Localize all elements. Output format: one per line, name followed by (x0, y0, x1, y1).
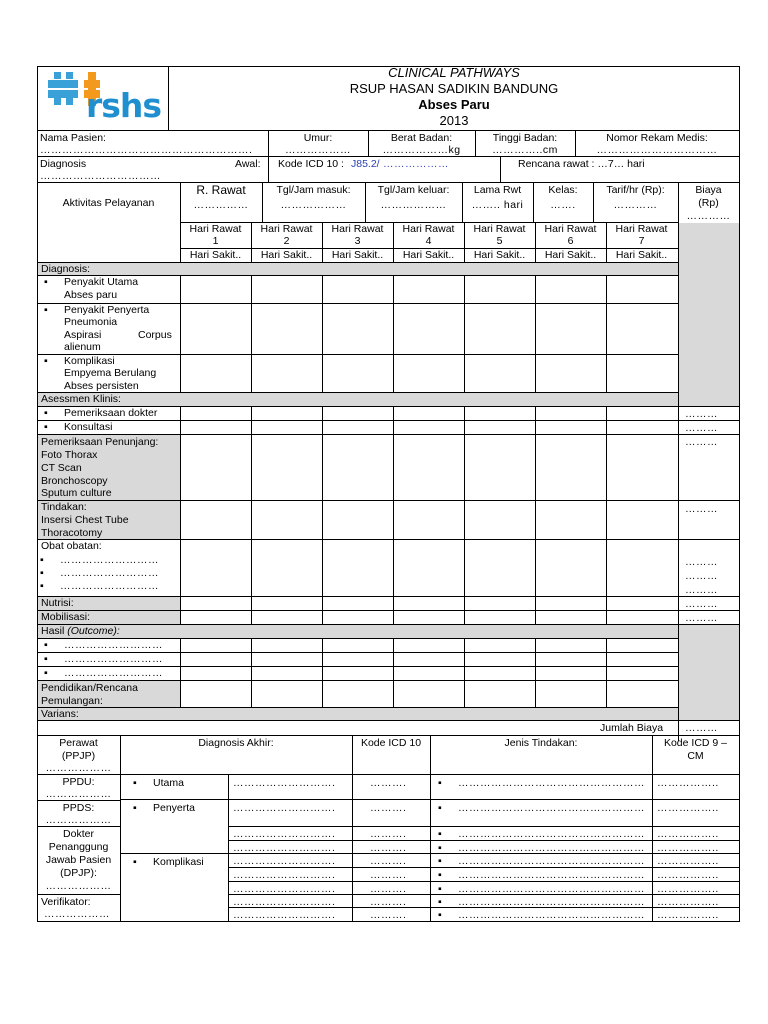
keluar-field[interactable]: ……………… (380, 199, 447, 211)
bronchoscopy: Bronchoscopy (41, 475, 108, 487)
lama-field[interactable]: …….. hari (471, 199, 524, 211)
rrawat-field[interactable]: …………… (193, 199, 249, 211)
rrawat-header: R. Rawat (196, 183, 246, 197)
icd10-field[interactable]: ………. (370, 842, 407, 854)
hari-rawat-label: Hari Rawat (189, 223, 242, 235)
jenis-tindakan-field[interactable]: ▪ …………………………………………… (458, 802, 645, 814)
jenis-tindakan-field[interactable]: ▪ …………………………………………… (458, 869, 645, 881)
penyerta-label: ▪ Penyerta (153, 802, 195, 814)
cost-field[interactable]: ……… (685, 556, 718, 568)
cost-field[interactable]: ……… (685, 422, 718, 434)
cost-field[interactable]: ……… (685, 598, 718, 610)
ppdu-label: PPDU: (62, 776, 95, 788)
ct-scan: CT Scan (41, 462, 82, 474)
masuk-field[interactable]: ……………… (280, 199, 347, 211)
sputum: Sputum culture (41, 487, 112, 499)
day-number: 3 (354, 235, 361, 247)
diagnosis-section: Diagnosis: (41, 263, 91, 275)
icd9-field[interactable]: …………….. (657, 855, 719, 867)
utama-label: ▪ Utama (153, 777, 184, 789)
jenis-tindakan-field[interactable]: ▪ …………………………………………… (458, 855, 645, 867)
ppjp-sign[interactable]: ……………… (45, 762, 112, 774)
pneumonia: Pneumonia (64, 316, 118, 328)
hasil-item-3[interactable]: ▪ ……………………… (64, 667, 163, 679)
masuk-header: Tgl/Jam masuk: (276, 184, 351, 196)
icd10-field[interactable]: ………. (370, 802, 407, 814)
diagnosis-label: Diagnosis (40, 158, 87, 170)
icd9-header-2: CM (687, 750, 704, 762)
disease-title: Abses Paru (418, 97, 490, 112)
aspirasi: Aspirasi (64, 329, 102, 341)
icd9-field[interactable]: …………….. (657, 896, 719, 908)
ppdu-sign[interactable]: ……………… (45, 788, 112, 800)
aktivitas-header: Aktivitas Pelayanan (62, 197, 155, 209)
dokter-label-1: Dokter (63, 828, 94, 840)
rm-label: Nomor Rekam Medis: (606, 132, 708, 144)
asesmen-section: Asessmen Klinis: (41, 393, 121, 405)
dpjp-sign[interactable]: ……………… (45, 880, 112, 892)
hospital-name: RSUP HASAN SADIKIN BANDUNG (349, 81, 559, 96)
mobilisasi: Mobilisasi: (41, 611, 91, 623)
rencana-rawat: Rencana rawat : …7… hari (518, 158, 645, 170)
hasil-item-1[interactable]: ▪ ……………………… (64, 639, 163, 651)
diagnosis-akhir-field[interactable]: ………………………. (233, 777, 336, 789)
dokter-label-3: Jawab Pasien (45, 854, 112, 866)
ppds-label: PPDS: (62, 802, 95, 814)
pendidikan: Pendidikan/Rencana (41, 682, 138, 694)
hari-rawat-label: Hari Rawat (544, 223, 597, 235)
tarif-field[interactable]: ………… (613, 199, 658, 211)
empyema: Empyema Berulang (64, 367, 157, 379)
icd10-field[interactable]: ………. (370, 869, 407, 881)
icd9-header-1: Kode ICD 9 – (663, 737, 728, 749)
hari-sakit-field[interactable]: Hari Sakit.. (544, 249, 597, 261)
keluar-header: Tgl/Jam keluar: (377, 184, 450, 196)
obat-item-3[interactable]: ▪ ……………………… (60, 580, 159, 592)
berat-label: Berat Badan: (390, 132, 453, 144)
komplikasi: ▪ Komplikasi (64, 355, 115, 367)
hari-rawat-label: Hari Rawat (615, 223, 668, 235)
awal-label: Awal: (235, 158, 261, 170)
penyakit-utama: ▪ Penyakit Utama (64, 276, 138, 288)
icd9-field[interactable]: …………….. (657, 842, 719, 854)
hasil-label: Hasil (41, 625, 65, 637)
hari-sakit-field[interactable]: Hari Sakit.. (189, 249, 242, 261)
nutrisi: Nutrisi: (41, 597, 74, 609)
icd9-field[interactable]: …………….. (657, 828, 719, 840)
jenis-tindakan-field[interactable]: ▪ …………………………………………… (458, 909, 645, 921)
hari-sakit-field[interactable]: Hari Sakit.. (331, 249, 384, 261)
icd9-field[interactable]: …………….. (657, 802, 719, 814)
hari-sakit-field[interactable]: Hari Sakit.. (473, 249, 526, 261)
hospital-logo (44, 68, 162, 128)
icd10-field[interactable]: ………. (370, 828, 407, 840)
form-title: CLINICAL PATHWAYS (388, 65, 520, 80)
hari-rawat-label: Hari Rawat (402, 223, 455, 235)
insersi: Insersi Chest Tube (41, 514, 129, 526)
cost-field[interactable]: ……… (685, 503, 718, 515)
dpjp-label: (DPJP): (60, 867, 97, 879)
berat-field[interactable]: ………………kg (382, 144, 461, 156)
hari-sakit-field[interactable]: Hari Sakit.. (402, 249, 455, 261)
jenis-header: Jenis Tindakan: (504, 737, 578, 749)
icd10-field[interactable]: ………. (370, 883, 407, 895)
cost-field[interactable]: ……… (685, 436, 718, 448)
abses-persisten: Abses persisten (64, 380, 139, 392)
cost-field[interactable]: ……… (685, 584, 718, 596)
diagnosis-akhir-field[interactable]: ………………………. (233, 896, 336, 908)
diag-akhir-header: Diagnosis Akhir: (198, 737, 274, 749)
obat-section: Obat obatan: (41, 540, 102, 552)
umur-field[interactable]: ……………… (285, 144, 351, 156)
tinggi-label: Tinggi Badan: (492, 132, 558, 144)
perawat-label: Perawat (59, 737, 98, 749)
icd9-field[interactable]: …………….. (657, 869, 719, 881)
kelas-header: Kelas: (548, 184, 578, 196)
diagnosis-akhir-field[interactable]: ………………………. (233, 883, 336, 895)
obat-item-1[interactable]: ▪ ……………………… (60, 554, 159, 566)
alienum: alienum (64, 341, 101, 353)
jenis-tindakan-field[interactable]: ▪ …………………………………………… (458, 777, 645, 789)
icd-value: J85.2/ (351, 158, 380, 170)
thoracotomy: Thoracotomy (41, 527, 103, 539)
diagnosis-akhir-field[interactable]: ………………………. (233, 828, 336, 840)
cost-field[interactable]: ……… (685, 408, 718, 420)
diagnosis-field[interactable]: …………………………… (40, 170, 161, 182)
jenis-tindakan-field[interactable]: ▪ …………………………………………… (458, 842, 645, 854)
day-number: 2 (283, 235, 290, 247)
ppds-sign[interactable]: ……………… (45, 814, 112, 826)
form-year: 2013 (439, 113, 469, 128)
icd9-field[interactable]: …………….. (657, 883, 719, 895)
cost-field[interactable]: ……… (685, 570, 718, 582)
hari-rawat-label: Hari Rawat (331, 223, 384, 235)
icd10-field[interactable]: ………. (370, 896, 407, 908)
kelas-field[interactable]: ……. (550, 199, 576, 211)
outcome-label: (Outcome): (67, 625, 120, 637)
icd9-field[interactable]: …………….. (657, 909, 719, 921)
diagnosis-akhir-field[interactable]: ………………………. (233, 909, 336, 921)
hari-rawat-label: Hari Rawat (260, 223, 313, 235)
icd-field[interactable]: ……………… (383, 158, 449, 170)
komplikasi-label: ▪ Komplikasi (153, 856, 204, 868)
tindakan-section: Tindakan: (41, 501, 87, 513)
dokter-label-2: Penanggung (48, 841, 109, 853)
foto-thorax: Foto Thorax (41, 449, 98, 461)
hari-rawat-label: Hari Rawat (473, 223, 526, 235)
jenis-tindakan-field[interactable]: ▪ …………………………………………… (458, 883, 645, 895)
jenis-tindakan-field[interactable]: ▪ …………………………………………… (458, 828, 645, 840)
corpus: Corpus (138, 329, 172, 341)
icd10-header: Kode ICD 10 (360, 737, 422, 749)
tinggi-field[interactable]: …………..cm (492, 144, 558, 156)
varians: Varians: (41, 708, 79, 720)
umur-label: Umur: (303, 132, 333, 144)
icd9-field[interactable]: …………….. (657, 777, 719, 789)
icd10-field[interactable]: ………. (370, 855, 407, 867)
day-number: 1 (212, 235, 219, 247)
nama-field[interactable]: …………………………………………………. (40, 144, 253, 156)
cost-field[interactable]: ……… (685, 612, 718, 624)
total-cost-field[interactable]: ……… (685, 722, 718, 734)
diagnosis-akhir-field[interactable]: ………………………. (233, 802, 336, 814)
jumlah-biaya: Jumlah Biaya (600, 722, 664, 734)
ppjp-label: (PPJP) (61, 750, 96, 762)
icd10-field[interactable]: ………. (370, 777, 407, 789)
logo-text: rshs (86, 86, 162, 125)
biaya-rp: (Rp) (698, 197, 719, 209)
penunjang-section: Pemeriksaan Penunjang: (41, 436, 159, 448)
diagnosis-akhir-field[interactable]: ………………………. (233, 855, 336, 867)
abses-paru: Abses paru (64, 289, 118, 301)
hasil-section (41, 625, 120, 637)
konsultasi: ▪ Konsultasi (64, 421, 112, 433)
hari-sakit-field[interactable]: Hari Sakit.. (615, 249, 668, 261)
lama-header: Lama Rwt (473, 184, 522, 196)
diagnosis-akhir-field[interactable]: ………………………. (233, 842, 336, 854)
pemulangan: Pemulangan: (41, 695, 103, 707)
icd-label: Kode ICD 10 : (278, 158, 344, 170)
day-number: 5 (496, 235, 503, 247)
obat-item-2[interactable]: ▪ ……………………… (60, 567, 159, 579)
tarif-header: Tarif/hr (Rp): (606, 184, 665, 196)
icd10-field[interactable]: ………. (370, 909, 407, 921)
pemeriksaan-dokter: ▪ Pemeriksaan dokter (64, 407, 157, 419)
diagnosis-akhir-field[interactable]: ………………………. (233, 869, 336, 881)
biaya-header: Biaya (695, 184, 722, 196)
day-number: 6 (567, 235, 574, 247)
verifikator-sign[interactable]: ……………… (44, 908, 110, 920)
nama-label: Nama Pasien: (40, 132, 106, 144)
hasil-item-2[interactable]: ▪ ……………………… (64, 653, 163, 665)
biaya-field[interactable]: ………… (686, 210, 731, 222)
rm-field[interactable]: …………………………… (596, 144, 718, 156)
day-number: 4 (425, 235, 432, 247)
verifikator-label: Verifikator: (41, 896, 91, 908)
jenis-tindakan-field[interactable]: ▪ …………………………………………… (458, 896, 645, 908)
hari-sakit-field[interactable]: Hari Sakit.. (260, 249, 313, 261)
day-number: 7 (638, 235, 645, 247)
penyakit-penyerta: ▪ Penyakit Penyerta (64, 304, 149, 316)
